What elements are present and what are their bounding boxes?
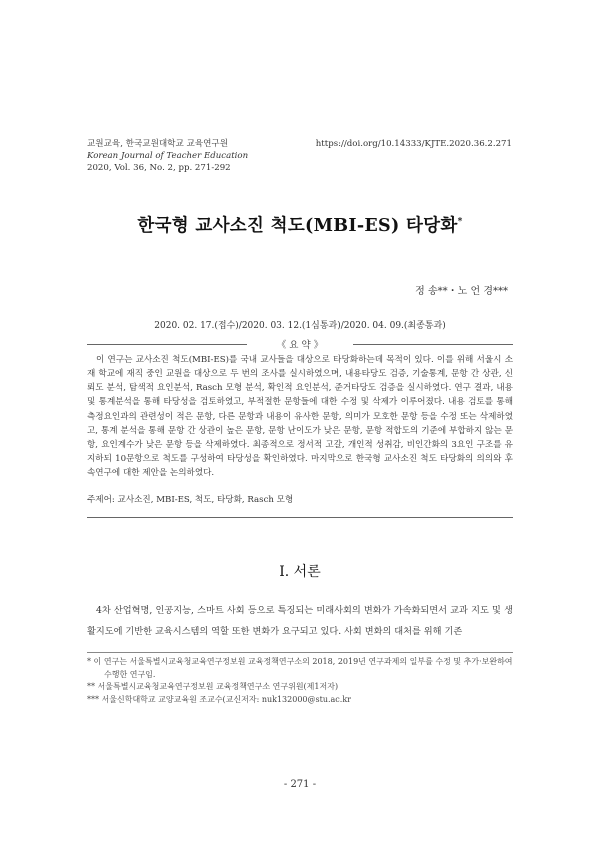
title-footnote-mark: * xyxy=(457,217,463,228)
keywords: 주제어: 교사소진, MBI-ES, 척도, 타당화, Rasch 모형 xyxy=(87,495,294,505)
doi-link[interactable]: https://doi.org/10.14333/KJTE.2020.36.2.271 xyxy=(315,139,512,149)
journal-name-english: Korean Journal of Teacher Education xyxy=(87,151,249,161)
authors: 정 송**・노 언 경*** xyxy=(415,286,508,297)
submission-dates: 2020. 02. 17.(접수)/2020. 03. 12.(1심통과)/2020. 04. 09.(최종통과) xyxy=(154,321,446,331)
footnote-2: ** 서울특별시교육청교육연구정보원 교육정책연구소 연구위원(제1저자) xyxy=(87,682,339,692)
body-paragraph: 4차 산업혁명, 인공지능, 스마트 사회 등으로 특징되는 미래사회의 변화가 가속화되면서 교과 지도 및 생활지도에 기반한 교육시스템의 역할 또한 변화가 요구되고 있다. 사회 변화의 대처를 위해 기존 xyxy=(87,605,513,637)
journal-header xyxy=(87,138,248,174)
footnote-1: * 이 연구는 서울특별시교육청교육연구정보원 교육정책연구소의 2018, 2019년 연구과제의 일부를 수정 및 추가·보완하여 수행한 연구임. xyxy=(87,657,513,679)
journal-volume: 2020, Vol. 36, No. 2, pp. 271-292 xyxy=(87,163,231,173)
abstract-heading-rule-right xyxy=(353,344,513,345)
abstract-text: 이 연구는 교사소진 척도(MBI-ES)를 국내 교사들을 대상으로 타당화하는데 목적이 있다. 이를 위해 서울시 소재 학교에 재직 중인 교원을 대상으로 두 번의 조사를 실시하였으며, 내용타당도 검증, 기술통계, 문항 간 상관, 신뢰도 분석, 탐색적 요인분석, Rasch 모형 분석, 확인적 요인분석, 준거타당도 검증을 실시하였다. 연구 결과, 내용 및 통계분석을 통해 타당성을 검토하였고, 부적절한 문항들에 대한 수정 및 삭제가 이루어졌다. 내용 검토를 통해 측정요인과의 관련성이 적은 문항, 다른 문항과 내용이 유사한 문항, 의미가 모호한 문항 등을 수정 또는 삭제하였고, 통계 분석을 통해 문항 간 상관이 높은 문항, 문항 난이도가 낮은 문항, 문항 적합도의 기준에 부합하지 않는 문항, 요인계수가 낮은 문항 등을 삭제하였다. 최종적으로 정서적 고갈, 개인적 성취감, 비인간화의 3요인 구조를 유지하되 10문항으로 척도를 구성하여 타당성을 확인하였다. 마지막으로 한국형 교사소진 척도 타당화의 의의와 후속연구에 대한 제안을 논의하였다. xyxy=(87,355,513,479)
keywords-divider xyxy=(87,517,513,518)
page-number: - 271 - xyxy=(283,779,317,790)
paper-title-text: 한국형 교사소진 척도(MBI-ES) 타당화 xyxy=(137,216,458,236)
abstract-heading xyxy=(87,337,513,351)
journal-name-korean: 교원교육, 한국교원대학교 교육연구원 xyxy=(87,139,229,149)
footnote-3: *** 서울신학대학교 교양교육원 조교수(교신저자: nuk132000@stu.ac.kr xyxy=(87,694,351,704)
paper-title xyxy=(0,212,600,237)
section-title: Ⅰ. 서론 xyxy=(279,564,321,580)
abstract-heading-label: 《 요 약 》 xyxy=(276,340,324,351)
footnote-divider xyxy=(87,652,513,653)
footnotes xyxy=(87,656,513,706)
